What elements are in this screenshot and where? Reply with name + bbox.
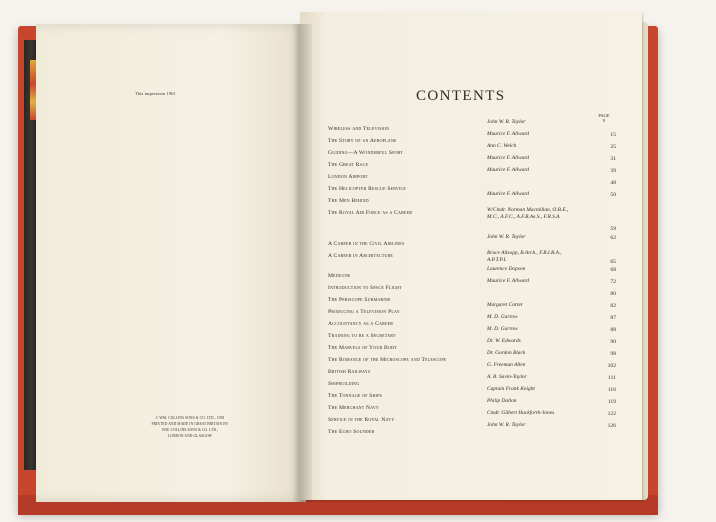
toc-entry-title: Guiding—A Wonderful Sport [328,150,403,156]
page-column-header: PAGE 9 [598,113,610,123]
toc-entry-author: Philip Dalton [487,398,517,404]
toc-entry-page: 68 [610,267,616,273]
toc-entry-title: Wireless and Television [328,126,390,132]
toc-entry-page: 122 [607,411,616,417]
toc-entry-title: The Echo Sounder [328,429,375,435]
toc-entry-author: Captain Frank Knight [487,386,535,392]
toc-entry-page: 116 [607,387,616,393]
copyright-line: WM. COLLINS SONS & CO. LTD., [161,428,219,432]
toc-entry-author: John W. R. Taylor [487,234,526,240]
toc-entry-author: G. Freeman Allen [487,362,526,368]
toc-entry-author: Bruce Allsopp, B.Arch., F.R.I.B.A., A.P.T.P.I. [487,250,562,263]
toc-entry-title: Training to be a Secretary [328,333,397,339]
toc-entry-author: A. R. Savin-Taylor [487,374,527,380]
toc-entry-author: Ann C. Welch [487,143,517,149]
toc-entry-title: Introduction to Space Flight [328,285,402,291]
toc-entry-title: The Royal Air Force as a Career [328,210,413,216]
toc-entry-author: W/Cmdr. Norman Macmillan, O.B.E., M.C., A.F.C., A.F.R.Ae.S., F.R.S.A. [487,207,569,220]
book-gutter-shadow [292,24,312,502]
toc-entry-title: The Marvels of Your Body [328,345,398,351]
toc-entry-page: 39 [610,168,616,174]
copyright-line: PRINTED AND MADE IN GREAT BRITAIN BY [151,422,229,426]
toc-entry-title: The Merchant Navy [328,405,379,411]
copyright-line: LONDON AND GLASGOW [167,434,213,438]
toc-entry-author: Cmdr. Gilbert Hackforth-Jones [487,410,555,416]
toc-entry-page: 65 [610,259,616,265]
toc-entry-title: British Railways [328,369,371,375]
toc-entry-title: The Great Race [328,162,369,168]
toc-entry-author: Maurice F. Allward [487,155,529,161]
toc-entry-title: London Airport [328,174,368,180]
toc-entry-title: Service in the Royal Navy [328,417,395,423]
toc-entry-title: A Career in the Civil Airlines [328,241,405,247]
toc-entry-author: Laurence Dopson [487,266,526,272]
toc-entry-page: 59 [610,226,616,232]
toc-entry-author: John W. R. Taylor [487,422,526,428]
toc-entry-page: 119 [607,399,616,405]
toc-entry-page: 62 [610,235,616,241]
toc-entry-page: 102 [607,363,616,369]
toc-entry-title: Shipbuilding [328,381,360,387]
toc-entry-title: Producing a Television Play [328,309,400,315]
toc-entry-title: A Career in Architecture [328,253,394,259]
toc-entry-author: Margaret Carter [487,302,523,308]
impression-note: This impression 1961 [135,91,176,96]
toc-entry-author: Maurice F. Allward [487,278,529,284]
toc-entry-title: The Helicopter Rescue Service [328,186,406,192]
toc-entry-author: Maurice F. Allward [487,191,529,197]
toc-entry-page: 31 [610,156,616,162]
toc-entry-page: 87 [610,315,616,321]
toc-entry-page: 72 [610,279,616,285]
toc-entry-author: Maurice F. Allward [487,167,529,173]
toc-entry-page: 126 [607,423,616,429]
copyright-line: © WM. COLLINS SONS & CO. LTD., 1958 [155,416,225,420]
toc-entry-author: Maurice F. Allward [487,131,529,137]
toc-entry-page: 90 [610,339,616,345]
toc-entry-author: Dr. Gordon Black [487,350,526,356]
toc-entry-page: 50 [610,192,616,198]
toc-entry-title: Medicine [328,273,351,279]
toc-entry-title: The Tonnage of Ships [328,393,383,399]
toc-entry-page: 98 [610,351,616,357]
toc-entry-title: The Romance of the Microscope and Telescope [328,357,447,363]
contents-title: CONTENTS [416,88,506,104]
toc-entry-page: 82 [610,303,616,309]
toc-entry-author: Dr. W. Edwards [487,338,521,344]
toc-entry-page: 15 [610,132,616,138]
toc-entry-title: The Men Behind [328,198,369,204]
toc-entry-page: 88 [610,327,616,333]
toc-entry-page: 25 [610,144,616,150]
toc-entry-page: 111 [608,375,616,381]
toc-entry-title: The Periscope Submarine [328,297,391,303]
toc-entry-title: Accountancy as a Career [328,321,394,327]
toc-entry-author: M. D. Garrow [487,314,518,320]
toc-entry-page: 80 [610,291,616,297]
toc-entry-title: The Story of an Aeroplane [328,138,397,144]
toc-entry-page: 48 [610,180,616,186]
toc-entry-author: John W. R. Taylor [487,119,526,125]
toc-entry-author: M. D. Garrow [487,326,518,332]
copyright-block [125,415,255,439]
